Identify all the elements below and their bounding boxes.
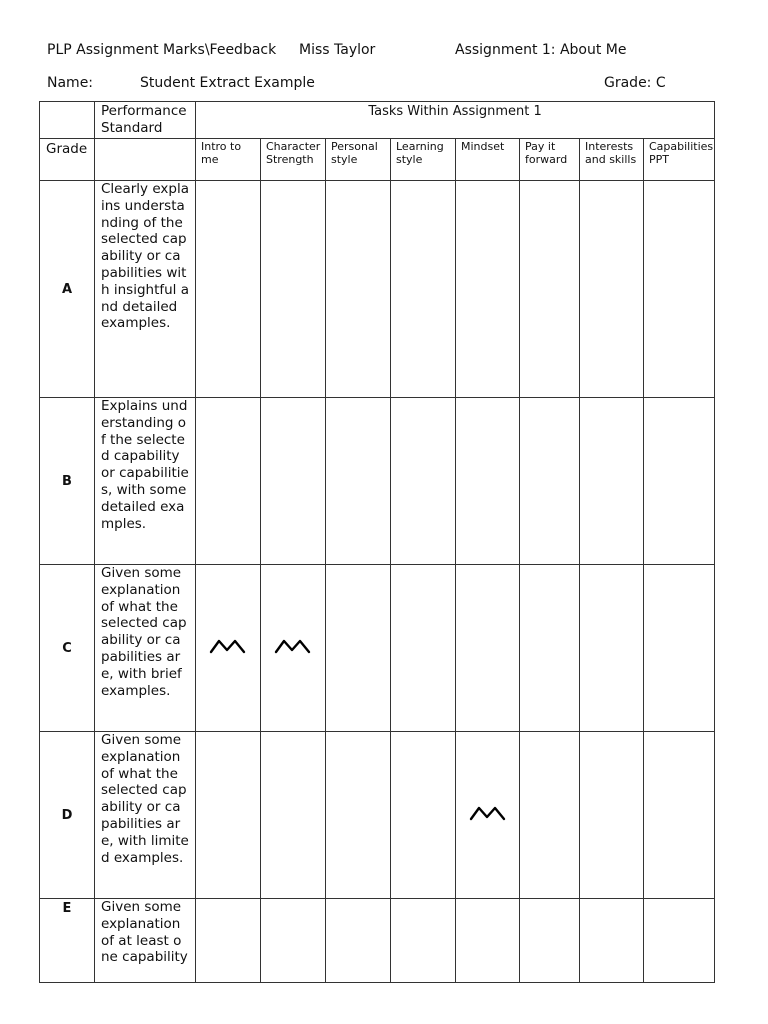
teacher-name: Miss Taylor bbox=[299, 42, 376, 58]
mark-cell bbox=[196, 181, 261, 398]
mark-cell bbox=[580, 899, 644, 983]
mark-cell bbox=[326, 181, 391, 398]
tick-mark-icon bbox=[469, 804, 507, 822]
mark-cell bbox=[580, 565, 644, 732]
task-header-1: Character Strength bbox=[261, 139, 326, 181]
assignment-sheet-title: PLP Assignment Marks\Feedback bbox=[47, 42, 277, 58]
mark-cell bbox=[520, 899, 580, 983]
mark-cell bbox=[391, 732, 456, 899]
mark-cell bbox=[326, 398, 391, 565]
mark-cell bbox=[580, 732, 644, 899]
grade-header: Grade bbox=[40, 139, 95, 181]
mark-cell bbox=[391, 398, 456, 565]
task-names-row bbox=[40, 139, 715, 181]
mark-cell bbox=[196, 565, 261, 732]
mark-cell bbox=[261, 181, 326, 398]
task-header-5: Pay it forward bbox=[520, 139, 580, 181]
mark-cell bbox=[456, 732, 520, 899]
tasks-header: Tasks Within Assignment 1 bbox=[196, 102, 715, 139]
name-label: Name: bbox=[47, 75, 94, 91]
performance-standard-text: Explains understanding of the selected capability or capabilities, with some detailed examples. bbox=[95, 398, 196, 565]
table-row bbox=[40, 398, 715, 565]
tick-mark-icon bbox=[209, 637, 247, 655]
mark-cell bbox=[520, 398, 580, 565]
mark-cell bbox=[580, 181, 644, 398]
mark-cell bbox=[456, 181, 520, 398]
table-row bbox=[40, 565, 715, 732]
mark-cell bbox=[644, 181, 715, 398]
table-header-row bbox=[40, 102, 715, 139]
task-header-2: Personal style bbox=[326, 139, 391, 181]
student-name: Student Extract Example bbox=[140, 75, 315, 91]
grade-letter: A bbox=[40, 181, 95, 398]
grade-letter: D bbox=[40, 732, 95, 899]
mark-cell bbox=[261, 899, 326, 983]
performance-standard-text: Clearly explains understanding of the selected capability or capabilities with insightful and detailed examples. bbox=[95, 181, 196, 398]
mark-cell bbox=[391, 181, 456, 398]
marks-table bbox=[39, 101, 715, 983]
mark-cell bbox=[261, 565, 326, 732]
assignment-name: Assignment 1: About Me bbox=[455, 42, 627, 58]
mark-cell bbox=[520, 732, 580, 899]
mark-cell bbox=[261, 732, 326, 899]
mark-cell bbox=[196, 398, 261, 565]
mark-cell bbox=[391, 899, 456, 983]
mark-cell bbox=[326, 732, 391, 899]
mark-cell bbox=[644, 732, 715, 899]
table-row bbox=[40, 732, 715, 899]
mark-cell bbox=[456, 899, 520, 983]
mark-cell bbox=[391, 565, 456, 732]
corner-cell bbox=[40, 102, 95, 139]
mark-cell bbox=[326, 899, 391, 983]
mark-cell bbox=[644, 899, 715, 983]
task-header-3: Learning style bbox=[391, 139, 456, 181]
tick-mark-icon bbox=[274, 637, 312, 655]
grade-letter: E bbox=[40, 899, 95, 983]
table-row bbox=[40, 899, 715, 983]
performance-standard-text: Given some explanation of what the selected capability or capabilities are, with limited examples. bbox=[95, 732, 196, 899]
task-header-4: Mindset bbox=[456, 139, 520, 181]
mark-cell bbox=[261, 398, 326, 565]
grade-letter: B bbox=[40, 398, 95, 565]
overall-grade: Grade: C bbox=[604, 75, 666, 91]
mark-cell bbox=[196, 899, 261, 983]
mark-cell bbox=[456, 565, 520, 732]
mark-cell bbox=[644, 398, 715, 565]
mark-cell bbox=[520, 181, 580, 398]
mark-cell bbox=[456, 398, 520, 565]
performance-standard-text: Given some explanation of what the selected capability or capabilities are, with brief examples. bbox=[95, 565, 196, 732]
task-header-7: Capabilities PPT bbox=[644, 139, 715, 181]
task-header-6: Interests and skills bbox=[580, 139, 644, 181]
mark-cell bbox=[580, 398, 644, 565]
performance-standard-text: Given some explanation of at least one capability bbox=[95, 899, 196, 983]
task-header-0: Intro to me bbox=[196, 139, 261, 181]
mark-cell bbox=[644, 565, 715, 732]
table-row bbox=[40, 181, 715, 398]
performance-standard-header: Performance Standard bbox=[95, 102, 196, 139]
mark-cell bbox=[326, 565, 391, 732]
grade-letter: C bbox=[40, 565, 95, 732]
blank-header-cell bbox=[95, 139, 196, 181]
mark-cell bbox=[520, 565, 580, 732]
mark-cell bbox=[196, 732, 261, 899]
